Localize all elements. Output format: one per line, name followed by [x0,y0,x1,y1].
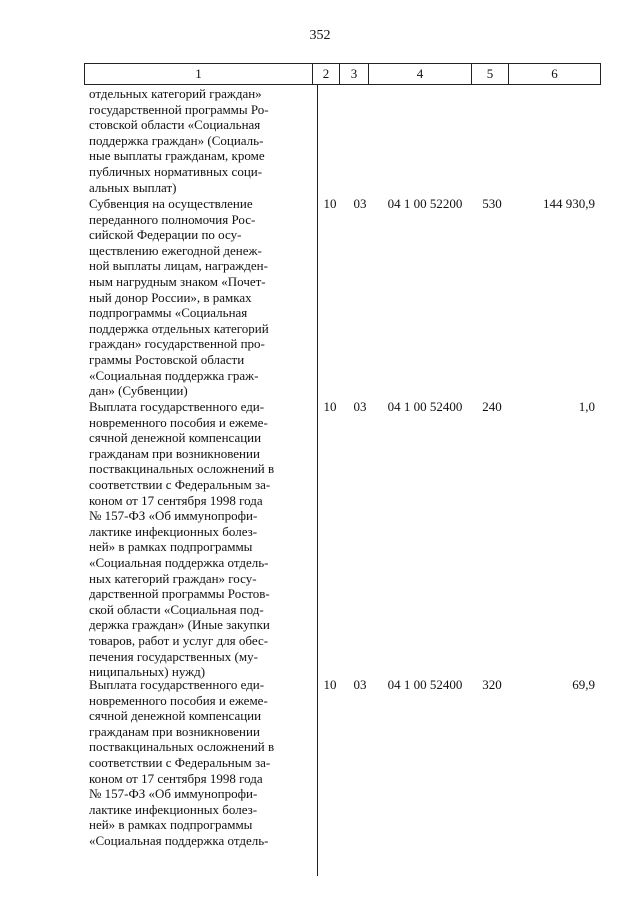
description-line: государственной программы Ро- [89,101,269,117]
description-line: поствакцинальных осложнений в [89,739,275,755]
column-header-5: 5 [472,64,509,85]
expense-type-code: 240 [482,399,502,414]
description-line: сийской Федерации по осу- [89,227,242,243]
description-line: коном от 17 сентября 1998 года [89,492,263,508]
description-line: печения государственных (му- [89,648,258,664]
subsection-code: 03 [353,196,367,211]
description-line: альных выплат) [89,179,177,195]
description-line: соответствии с Федеральным за- [89,754,271,770]
description-line: поствакцинальных осложнений в [89,461,275,477]
column-header-2: 2 [313,64,340,85]
description-line: стовской области «Социальная [89,117,261,133]
column-number-header [84,63,601,85]
description-line: ные выплаты гражданам, кроме [89,148,265,164]
description-line: граждан» государственной про- [89,336,265,352]
table-row-description [89,86,310,195]
column-header-1: 1 [85,64,313,85]
description-line: дарственной программы Ростов- [89,586,270,602]
description-line: новременного пособия и ежеме- [89,692,268,708]
description-line: ней» в рамках подпрограммы [89,817,253,833]
subsection-code: 03 [353,677,367,692]
description-line: дан» (Субвенции) [89,383,188,399]
target-article-code: 04 1 00 52200 [387,196,463,211]
target-article-code: 04 1 00 52400 [387,399,463,414]
description-line: ным нагрудным знаком «Почет- [89,273,266,289]
description-line: гражданам при возникновении [89,445,260,461]
amount-value: 1,0 [578,399,595,414]
chapter-code: 10 [323,399,337,414]
expense-type-code: 320 [482,677,502,692]
description-line: Выплата государственного еди- [89,677,265,692]
description-line: лактике инфекционных болез- [89,523,258,539]
description-line: ской области «Социальная под- [89,601,264,617]
column-divider [317,84,318,876]
description-line: поддержка отдельных категорий [89,320,269,336]
description-line: № 157-ФЗ «Об иммунопрофи- [89,508,258,524]
description-line: гражданам при возникновении [89,723,260,739]
description-line: «Социальная поддержка отдель- [89,832,269,848]
description-line: новременного пособия и ежеме- [89,414,268,430]
description-line: ней» в рамках подпрограммы [89,539,253,555]
column-header-4: 4 [369,64,472,85]
description-line: Выплата государственного еди- [89,399,265,414]
description-line: поддержка граждан» (Социаль- [89,132,264,148]
description-line: товаров, работ и услуг для обес- [89,632,269,648]
description-line: «Социальная поддержка граж- [89,367,259,383]
column-header-6: 6 [509,64,601,85]
description-line: сячной денежной компенсации [89,430,262,446]
page-number: 352 [309,28,331,43]
description-line: ниципальных) нужд) [89,664,206,680]
description-line: Субвенция на осуществление [89,196,253,211]
description-line: ществлению ежегодной денеж- [89,242,262,258]
amount-value: 144 930,9 [543,196,595,211]
table-row-description [89,196,310,399]
expense-type-code: 530 [482,196,502,211]
target-article-code: 04 1 00 52400 [387,677,463,692]
description-line: «Социальная поддержка отдель- [89,554,269,570]
description-line: отдельных категорий граждан» [89,86,262,101]
description-line: переданного полномочия Рос- [89,211,256,227]
description-line: соответствии с Федеральным за- [89,476,271,492]
description-line: граммы Ростовской области [89,351,245,367]
description-line: ный донор России», в рамках [89,289,252,305]
description-line: публичных нормативных соци- [89,163,263,179]
chapter-code: 10 [323,196,337,211]
description-line: ной выплаты лицам, награжден- [89,258,268,274]
description-line: держка граждан» (Иные закупки [89,617,270,633]
table-row-description [89,399,310,680]
description-line: лактике инфекционных болез- [89,801,258,817]
description-line: № 157-ФЗ «Об иммунопрофи- [89,786,258,802]
chapter-code: 10 [323,677,337,692]
subsection-code: 03 [353,399,367,414]
table-row-description [89,677,310,849]
amount-value: 69,9 [572,677,595,692]
description-line: подпрограммы «Социальная [89,305,248,321]
description-line: сячной денежной компенсации [89,708,262,724]
description-line: коном от 17 сентября 1998 года [89,770,263,786]
description-line: ных категорий граждан» госу- [89,570,257,586]
column-header-3: 3 [340,64,369,85]
